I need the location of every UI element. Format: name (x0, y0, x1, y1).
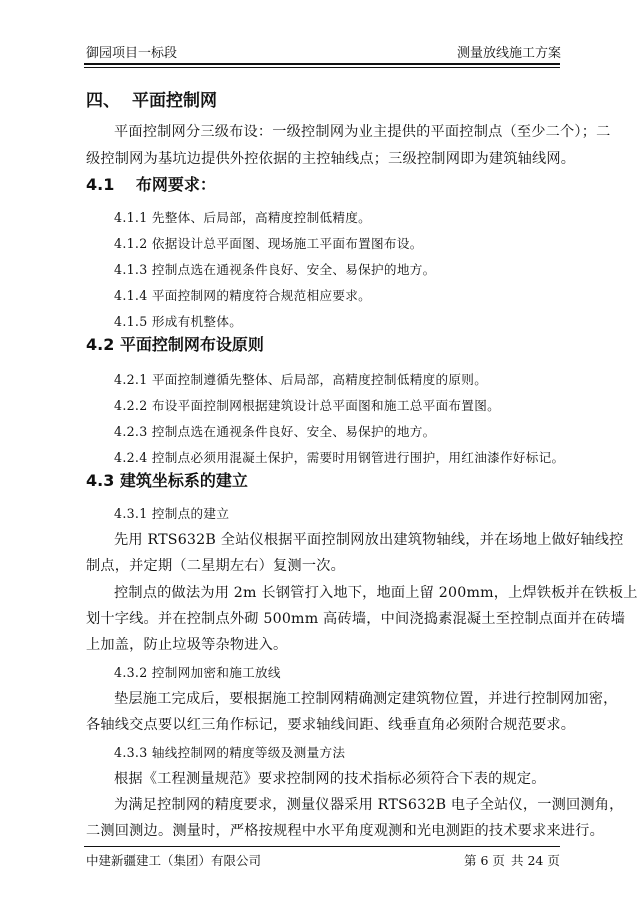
subheading-4-3-3: 4.3.3 轴线控制网的精度等级及测量方法 (114, 745, 346, 760)
item-4-1-1: 4.1.1 先整体、后局部，高精度控制低精度。 (114, 210, 372, 225)
item-4-1-2: 4.1.2 依据设计总平面图、现场施工平面布置图布设。 (114, 236, 423, 251)
item-4-2-2: 4.2.2 布设平面控制网根据建筑设计总平面图和施工总平面布置图。 (114, 398, 500, 413)
para4: 根据《工程测量规范》要求控制网的技术指标必须符合下表的规定。 (114, 771, 546, 787)
para3-line-2: 各轴线交点要以红三角作标记，要求轴线间距、线垂直角必须附合规范要求。 (86, 717, 576, 733)
heading-4-1: 4.1 布网要求： (86, 175, 216, 194)
footer-rule (84, 846, 560, 847)
para1-line-2: 制点，并定期（二星期左右）复测一次。 (86, 558, 345, 574)
subheading-4-3-2: 4.3.2 控制网加密和施工放线 (114, 665, 281, 680)
para1-line-1: 先用 RTS632B 全站仪根据平面控制网放出建筑物轴线，并在场地上做好轴线控 (114, 532, 624, 548)
item-4-2-4: 4.2.4 控制点必须用混凝土保护，需要时用钢管进行围护，用红油漆作好标记。 (114, 450, 565, 465)
item-4-2-1: 4.2.1 平面控制遵循先整体、后局部，高精度控制低精度的原则。 (114, 372, 488, 387)
section-title: 平面控制网 (132, 91, 217, 111)
para5-line-2: 二测回测边。测量时，严格按规程中水平角度观测和光电测距的技术要求来进行。 (86, 823, 604, 839)
heading-4-3: 4.3 建筑坐标系的建立 (86, 471, 248, 490)
para2-line-2: 划十字线。并在控制点外砌 500mm 高砖墙，中间浇捣素混凝土至控制点面并在砖墙 (86, 611, 626, 627)
item-4-1-4: 4.1.4 平面控制网的精度符合规范相应要求。 (114, 288, 372, 303)
intro-line-1: 平面控制网分三级布设：一级控制网为业主提供的平面控制点（至少二个）；二 (114, 124, 611, 140)
header-document-title: 测量放线施工方案 (457, 46, 562, 61)
header-rule-thick (84, 63, 560, 65)
intro-line-2: 级控制网为基坑边提供外控依据的主控轴线点；三级控制网即为建筑轴线网。 (86, 151, 576, 167)
heading-4-2: 4.2 平面控制网布设原则 (86, 335, 264, 354)
para3-line-1: 垫层施工完成后，要根据施工控制网精确测定建筑物位置，并进行控制网加密， (114, 691, 618, 707)
header-rule-thin (84, 67, 560, 68)
footer-company: 中建新疆建工（集团）有限公司 (86, 853, 262, 868)
item-4-1-5: 4.1.5 形成有机整体。 (114, 314, 243, 329)
footer-page-total: 共 24 页 (511, 853, 560, 868)
item-4-1-3: 4.1.3 控制点选在通视条件良好、安全、易保护的地方。 (114, 262, 436, 277)
item-4-2-3: 4.2.3 控制点选在通视条件良好、安全、易保护的地方。 (114, 424, 436, 439)
para2-line-1: 控制点的做法为用 2m 长钢管打入地下，地面上留 200mm，上焊铁板并在铁板上 (114, 585, 638, 601)
para5-line-1: 为满足控制网的精度要求，测量仪器采用 RTS632B 电子全站仪，一测回测角， (114, 797, 624, 813)
para2-line-3: 上加盖，防止垃圾等杂物进入。 (86, 637, 288, 653)
section-number: 四、 (86, 91, 120, 111)
footer-page-current: 第 6 页 (464, 853, 505, 868)
header-project-name: 御园项目一标段 (86, 46, 178, 61)
subheading-4-3-1: 4.3.1 控制点的建立 (114, 506, 230, 521)
